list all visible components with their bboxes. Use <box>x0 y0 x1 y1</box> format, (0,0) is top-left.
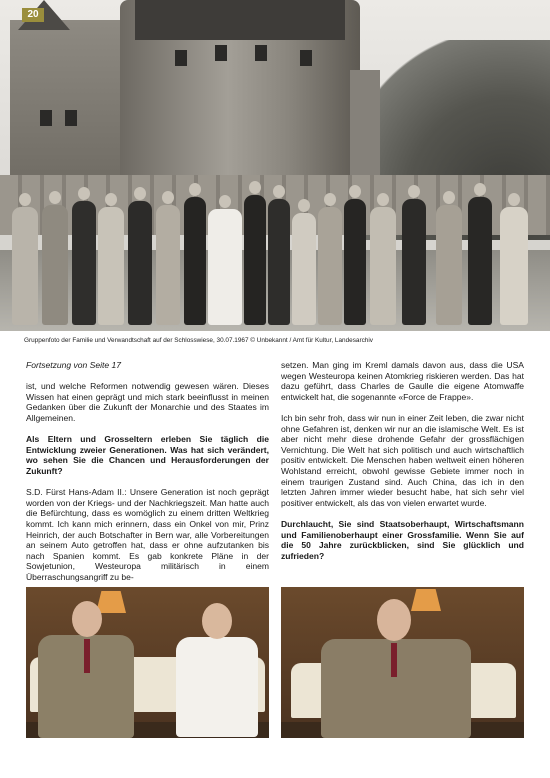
castle-window <box>300 50 312 66</box>
group-person <box>128 201 152 325</box>
man-head <box>72 601 102 637</box>
article-column-right <box>281 360 524 572</box>
castle-window <box>175 50 187 66</box>
group-person <box>98 207 124 325</box>
group-person <box>402 199 426 325</box>
group-person <box>12 207 38 325</box>
article-column-left <box>26 360 269 593</box>
page-number: 20 <box>22 8 44 22</box>
group-person <box>268 199 290 325</box>
man-head <box>377 599 411 641</box>
article-paragraph: setzen. Man ging im Kreml damals davon aus, dass die USA wegen Westeuropa keinen Atomkrieg riskieren werden. Das hat dazu geführt, dass Charles de Gaulle die eigene Atomwaffe entwickelt hat, die sogenannte «Force de Frappe». <box>281 360 524 402</box>
castle-window <box>40 110 52 126</box>
group-person-bride <box>208 209 242 325</box>
lamp-shade <box>96 591 126 613</box>
group-person <box>72 201 96 325</box>
group-person <box>244 195 266 325</box>
group-person <box>370 207 396 325</box>
group-person <box>500 207 528 325</box>
castle-tower-top <box>135 0 345 40</box>
bottom-photo-couple <box>26 587 269 738</box>
article-paragraph: ist, und welche Reformen notwendig gewesen wären. Dieses Wissen hat einen geprägt und mich stark beeinflusst in meinen Gedanken über die Zukunft der Monarchie und des Staates im Allgemeinen. <box>26 381 269 423</box>
castle-window <box>65 110 77 126</box>
interview-question: Durchlaucht, Sie sind Staatsoberhaupt, Wirtschaftsmann und Familienoberhaupt einer Grossfamilie. Wenn Sie auf die 50 Jahre zurückblicken, sind Sie glücklich und zufrieden? <box>281 518 524 561</box>
castle-window <box>255 45 267 61</box>
group-person <box>292 213 316 325</box>
top-group-photo <box>0 0 550 331</box>
castle-right-wing <box>350 70 380 190</box>
castle-window <box>215 45 227 61</box>
article-paragraph: Ich bin sehr froh, dass wir nun in einer Zeit leben, die zwar nicht ohne Gefahren ist, denken wir nur an die islamische Welt. Es ist aber nicht mehr diese drohende Gefahr der grossflächigen Vernichtung. Die Welt hat sich politisch und auch wirtschaftlich positiv entwickelt. Die Menschen haben weltweit einen höheren Wohlstand erreicht, obwohl gewisse Gebiete immer noch in einem traurigen Zustand sind. Auch China, das ich in den letzten Jahren immer wieder besucht habe, hat sich sehr viel positiver entwickelt, als das von vielen erwartet wurde. <box>281 412 524 508</box>
top-photo-caption: Gruppenfoto der Familie und Verwandtschaft auf der Schlosswiese, 30.07.1967 © Unbekannt / Amt für Kultur, Landesarchiv <box>24 337 373 344</box>
lamp-shade <box>411 589 441 611</box>
group-person <box>156 205 180 325</box>
tie <box>84 639 90 673</box>
seated-woman <box>176 637 258 737</box>
group-person <box>42 205 68 325</box>
tie <box>391 643 397 677</box>
continued-from-label: Fortsetzung von Seite 17 <box>26 360 122 370</box>
group-person <box>468 197 492 325</box>
woman-head <box>202 603 232 639</box>
interview-question: Als Eltern und Grosseltern erleben Sie täglich die Entwicklung zweier Generationen. Was hat sich verändert, wo sehen Sie die Chancen und Herausforderungen der Zukunft? <box>26 434 269 476</box>
group-person <box>344 199 366 325</box>
bottom-photo-man <box>281 587 524 738</box>
article-paragraph: S.D. Fürst Hans-Adam II.: Unsere Generation ist noch geprägt worden von der Kriegs- und der Nachkriegszeit. Man hatte auch die Befürchtung, dass es womöglich zu einem dritten Weltkrieg kommt. Ich kann mich erinnern, dass ein Onkel von mir, Prinz Heinrich, der auch Botschafter in Bern war, alle Vorbereitungen an seinem Auto getroffen hat, dass er ohne aufzutanken bis nach Spanien kommt. Es gab konkrete Pläne in der Sowjetunion, Westeuropa militärisch in einem Überraschungsangriff zu be- <box>26 487 269 582</box>
group-person <box>436 205 462 325</box>
group-person <box>318 207 342 325</box>
group-person <box>184 197 206 325</box>
